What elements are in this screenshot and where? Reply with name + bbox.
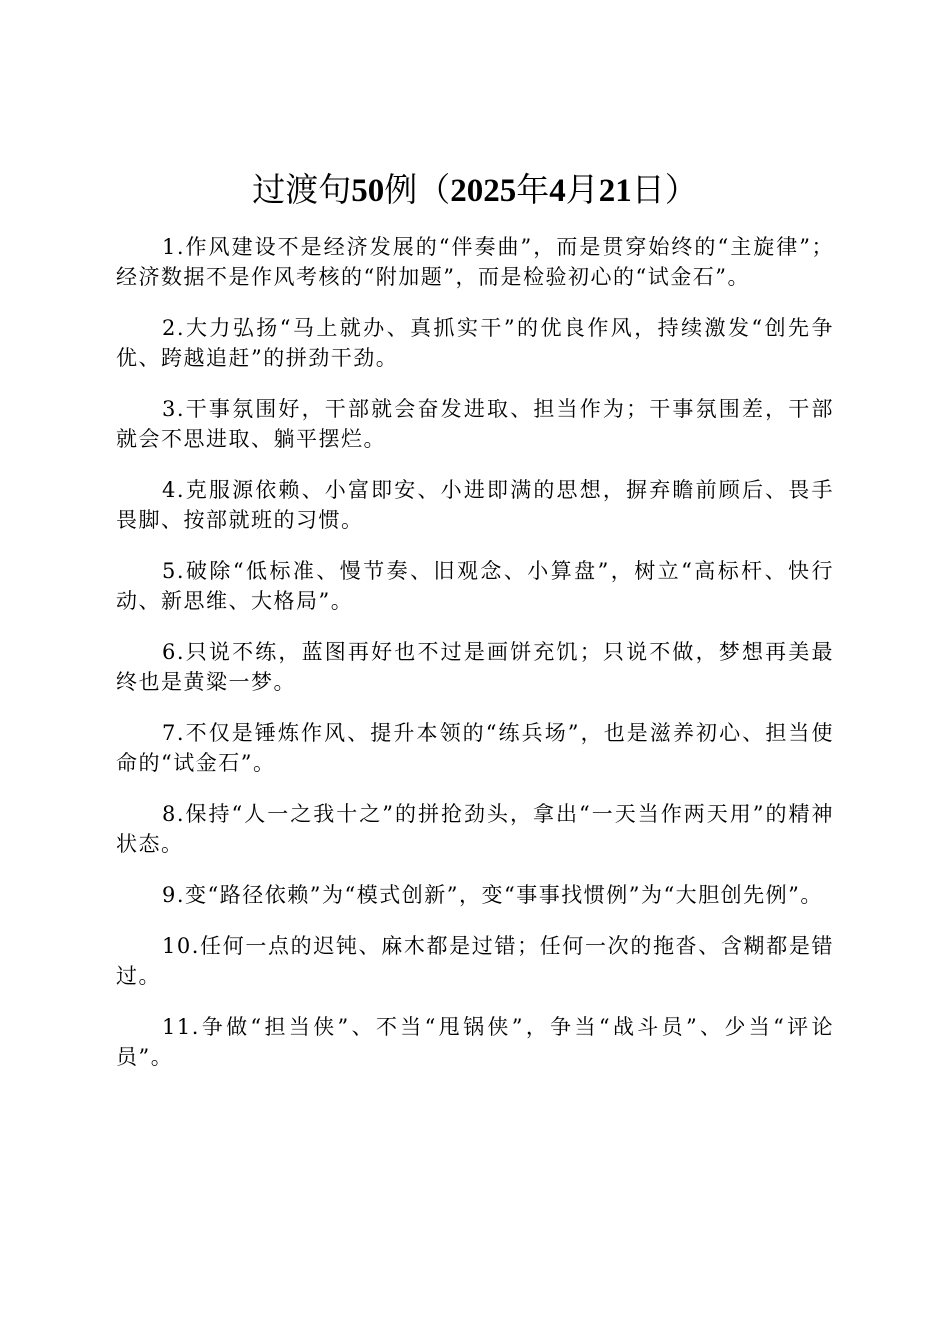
title-month: 4 xyxy=(549,173,566,209)
paragraph-9: 9.变“路径依赖”为“模式创新”，变“事事找惯例”为“大胆创先例”。 xyxy=(162,883,823,907)
paragraph-11: 11.争做“担当侠”、不当“甩锅侠”，争当“战斗员”、少当“评论员”。 xyxy=(116,1015,834,1069)
title-mid: 例（ xyxy=(384,170,451,209)
paragraph-5: 5.破除“低标准、慢节奏、旧观念、小算盘”，树立“高标杆、快行动、新思维、大格局”。 xyxy=(116,559,834,613)
title-prefix: 过渡句 xyxy=(252,170,352,209)
title-suffix: 日） xyxy=(631,170,698,209)
title-year-unit: 年 xyxy=(516,170,550,209)
paragraph-6: 6.只说不练，蓝图再好也不过是画饼充饥；只说不做，梦想再美最终也是黄粱一梦。 xyxy=(116,640,834,694)
paragraph-4: 4.克服源依赖、小富即安、小进即满的思想，摒弃瞻前顾后、畏手畏脚、按部就班的习惯。 xyxy=(116,478,834,532)
paragraph-7: 7.不仅是锤炼作风、提升本领的“练兵场”，也是滋养初心、担当使命的“试金石”。 xyxy=(116,721,834,775)
title-year: 2025 xyxy=(450,173,517,209)
paragraph-2: 2.大力弘扬“马上就办、真抓实干”的优良作风，持续激发“创先争优、跨越追赶”的拼劲干劲。 xyxy=(116,316,834,370)
paragraph-10: 10.任何一点的迟钝、麻木都是过错；任何一次的拖沓、含糊都是错过。 xyxy=(116,934,834,988)
paragraph-8: 8.保持“人一之我十之”的拼抢劲头，拿出“一天当作两天用”的精神状态。 xyxy=(116,802,834,856)
paragraph-3: 3.干事氛围好，干部就会奋发进取、担当作为；干事氛围差，干部就会不思进取、躺平摆烂。 xyxy=(116,397,834,451)
title-month-unit: 月 xyxy=(565,170,599,209)
document-title xyxy=(0,166,950,215)
document-body xyxy=(116,232,834,1093)
title-count: 50 xyxy=(351,173,385,209)
title-day: 21 xyxy=(598,173,632,209)
paragraph-1: 1.作风建设不是经济发展的“伴奏曲”，而是贯穿始终的“主旋律”；经济数据不是作风考核的“附加题”，而是检验初心的“试金石”。 xyxy=(116,235,834,289)
